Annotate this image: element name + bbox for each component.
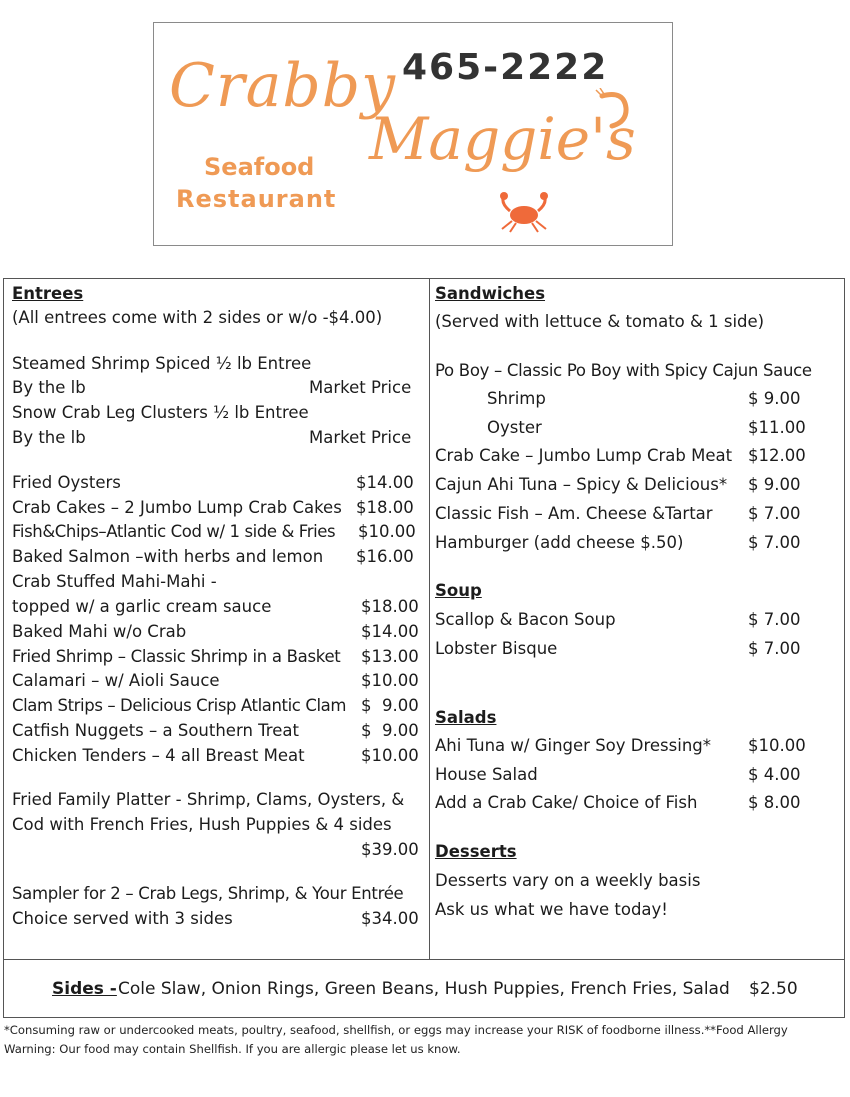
row-divider: [4, 959, 844, 960]
menu-item-name: By the lb: [12, 378, 86, 397]
entrees-heading: Entrees: [12, 284, 84, 303]
menu-item-name: Chicken Tenders – 4 all Breast Meat: [12, 746, 305, 765]
menu-item-price: $10.00: [748, 736, 806, 755]
menu-item-name: Snow Crab Leg Clusters ½ lb Entree: [12, 403, 309, 422]
menu-item-name: Add a Crab Cake/ Choice of Fish: [435, 793, 698, 812]
menu-item-price: $ 7.00: [748, 533, 801, 552]
disclaimer-line: *Consuming raw or undercooked meats, poultry, seafood, shellfish, or eggs may increase your RISK of foodborne illness.**Food Allergy: [4, 1023, 788, 1037]
menu-item-price: $10.00: [361, 671, 419, 690]
menu-item-price: $ 4.00: [748, 765, 801, 784]
salads-heading: Salads: [435, 708, 497, 727]
sides-label: Sides -: [52, 979, 117, 999]
menu-item-name: Po Boy – Classic Po Boy with Spicy Cajun Sauce: [435, 361, 812, 380]
menu-item-name: By the lb: [12, 428, 86, 447]
menu-item-price: $ 7.00: [748, 610, 801, 629]
menu-item-price: $ 9.00: [361, 696, 419, 715]
menu-item-name: topped w/ a garlic cream sauce: [12, 597, 272, 616]
menu-item-price: $14.00: [361, 622, 419, 641]
crab-icon: [494, 191, 554, 233]
menu-item-name: Crab Cakes – 2 Jumbo Lump Crab Cakes: [12, 498, 342, 517]
menu-item-price: $12.00: [748, 446, 806, 465]
menu-item-price: $14.00: [356, 473, 414, 492]
desserts-heading: Desserts: [435, 842, 517, 861]
soup-heading: Soup: [435, 581, 482, 600]
menu-item-name: Sampler for 2 – Crab Legs, Shrimp, & Your Entrée: [12, 884, 404, 903]
menu-item-name: Crab Cake – Jumbo Lump Crab Meat: [435, 446, 733, 465]
menu-item-name: Cajun Ahi Tuna – Spicy & Delicious*: [435, 475, 728, 494]
menu-item-price: $10.00: [358, 522, 416, 541]
menu-table: [3, 278, 845, 1018]
disclaimer: [4, 1021, 834, 1059]
desserts-line: Ask us what we have today!: [435, 900, 668, 919]
menu-item-name: Catfish Nuggets – a Southern Treat: [12, 721, 299, 740]
menu-item-price: $ 9.00: [748, 475, 801, 494]
entrees-note: (All entrees come with 2 sides or w/o -$4.00): [12, 308, 383, 327]
menu-item-name: Oyster: [487, 418, 542, 437]
menu-item-price: $ 9.00: [361, 721, 419, 740]
logo-banner: [153, 22, 673, 246]
menu-item-name: Clam Strips – Delicious Crisp Atlantic Clam: [12, 696, 347, 715]
disclaimer-line: Warning: Our food may contain Shellfish. If you are allergic please let us know.: [4, 1042, 461, 1056]
menu-item-name: Scallop & Bacon Soup: [435, 610, 616, 629]
menu-item-name: Fried Shrimp – Classic Shrimp in a Basket: [12, 647, 341, 666]
menu-item-price: $ 9.00: [748, 389, 801, 408]
desserts-line: Desserts vary on a weekly basis: [435, 871, 701, 890]
menu-item-name: Steamed Shrimp Spiced ½ lb Entree: [12, 354, 312, 373]
sandwiches-note: (Served with lettuce & tomato & 1 side): [435, 312, 765, 331]
menu-item-name: Crab Stuffed Mahi-Mahi -: [12, 572, 217, 591]
menu-item-price: $ 8.00: [748, 793, 801, 812]
menu-item-price: $10.00: [361, 746, 419, 765]
menu-item-name: Lobster Bisque: [435, 639, 558, 658]
menu-item-name: Calamari – w/ Aioli Sauce: [12, 671, 220, 690]
menu-item-price: $16.00: [356, 547, 414, 566]
menu-item-name: Baked Salmon –with herbs and lemon: [12, 547, 324, 566]
menu-item-price: Market Price: [309, 378, 412, 397]
menu-item-price: Market Price: [309, 428, 412, 447]
logo-name-maggies: Maggie's: [369, 105, 636, 173]
menu-item-name: Ahi Tuna w/ Ginger Soy Dressing*: [435, 736, 712, 755]
menu-item-price: $18.00: [356, 498, 414, 517]
column-divider: [429, 279, 430, 959]
shrimp-icon: [594, 88, 634, 133]
menu-item-name: Fish&Chips–Atlantic Cod w/ 1 side & Fries: [12, 522, 336, 541]
menu-item-price: $11.00: [748, 418, 806, 437]
menu-item-price: $18.00: [361, 597, 419, 616]
logo-restaurant-text: Restaurant: [176, 185, 337, 213]
menu-item-price: $39.00: [361, 840, 419, 859]
menu-item-price: $ 7.00: [748, 639, 801, 658]
menu-item-name: Hamburger (add cheese $.50): [435, 533, 684, 552]
menu-item-name: Choice served with 3 sides: [12, 909, 233, 928]
menu-item-price: $ 7.00: [748, 504, 801, 523]
sides-price: $2.50: [749, 979, 798, 999]
sides-items: Cole Slaw, Onion Rings, Green Beans, Hush Puppies, French Fries, Salad: [118, 979, 730, 999]
menu-item-name: Fried Family Platter - Shrimp, Clams, Oysters, &: [12, 790, 405, 809]
menu-item-name: Classic Fish – Am. Cheese &Tartar: [435, 504, 713, 523]
menu-item-price: $34.00: [361, 909, 419, 928]
sandwiches-heading: Sandwiches: [435, 284, 546, 303]
menu-item-price: $13.00: [361, 647, 419, 666]
logo-seafood-text: Seafood: [204, 153, 315, 181]
menu-item-name: Fried Oysters: [12, 473, 121, 492]
menu-item-name: Baked Mahi w/o Crab: [12, 622, 187, 641]
menu-item-name: House Salad: [435, 765, 538, 784]
logo-name-crabby: Crabby: [169, 51, 397, 121]
menu-item-name: Cod with French Fries, Hush Puppies & 4 sides: [12, 815, 392, 834]
menu-item-name: Shrimp: [487, 389, 546, 408]
phone-number: 465-2222: [402, 47, 609, 88]
